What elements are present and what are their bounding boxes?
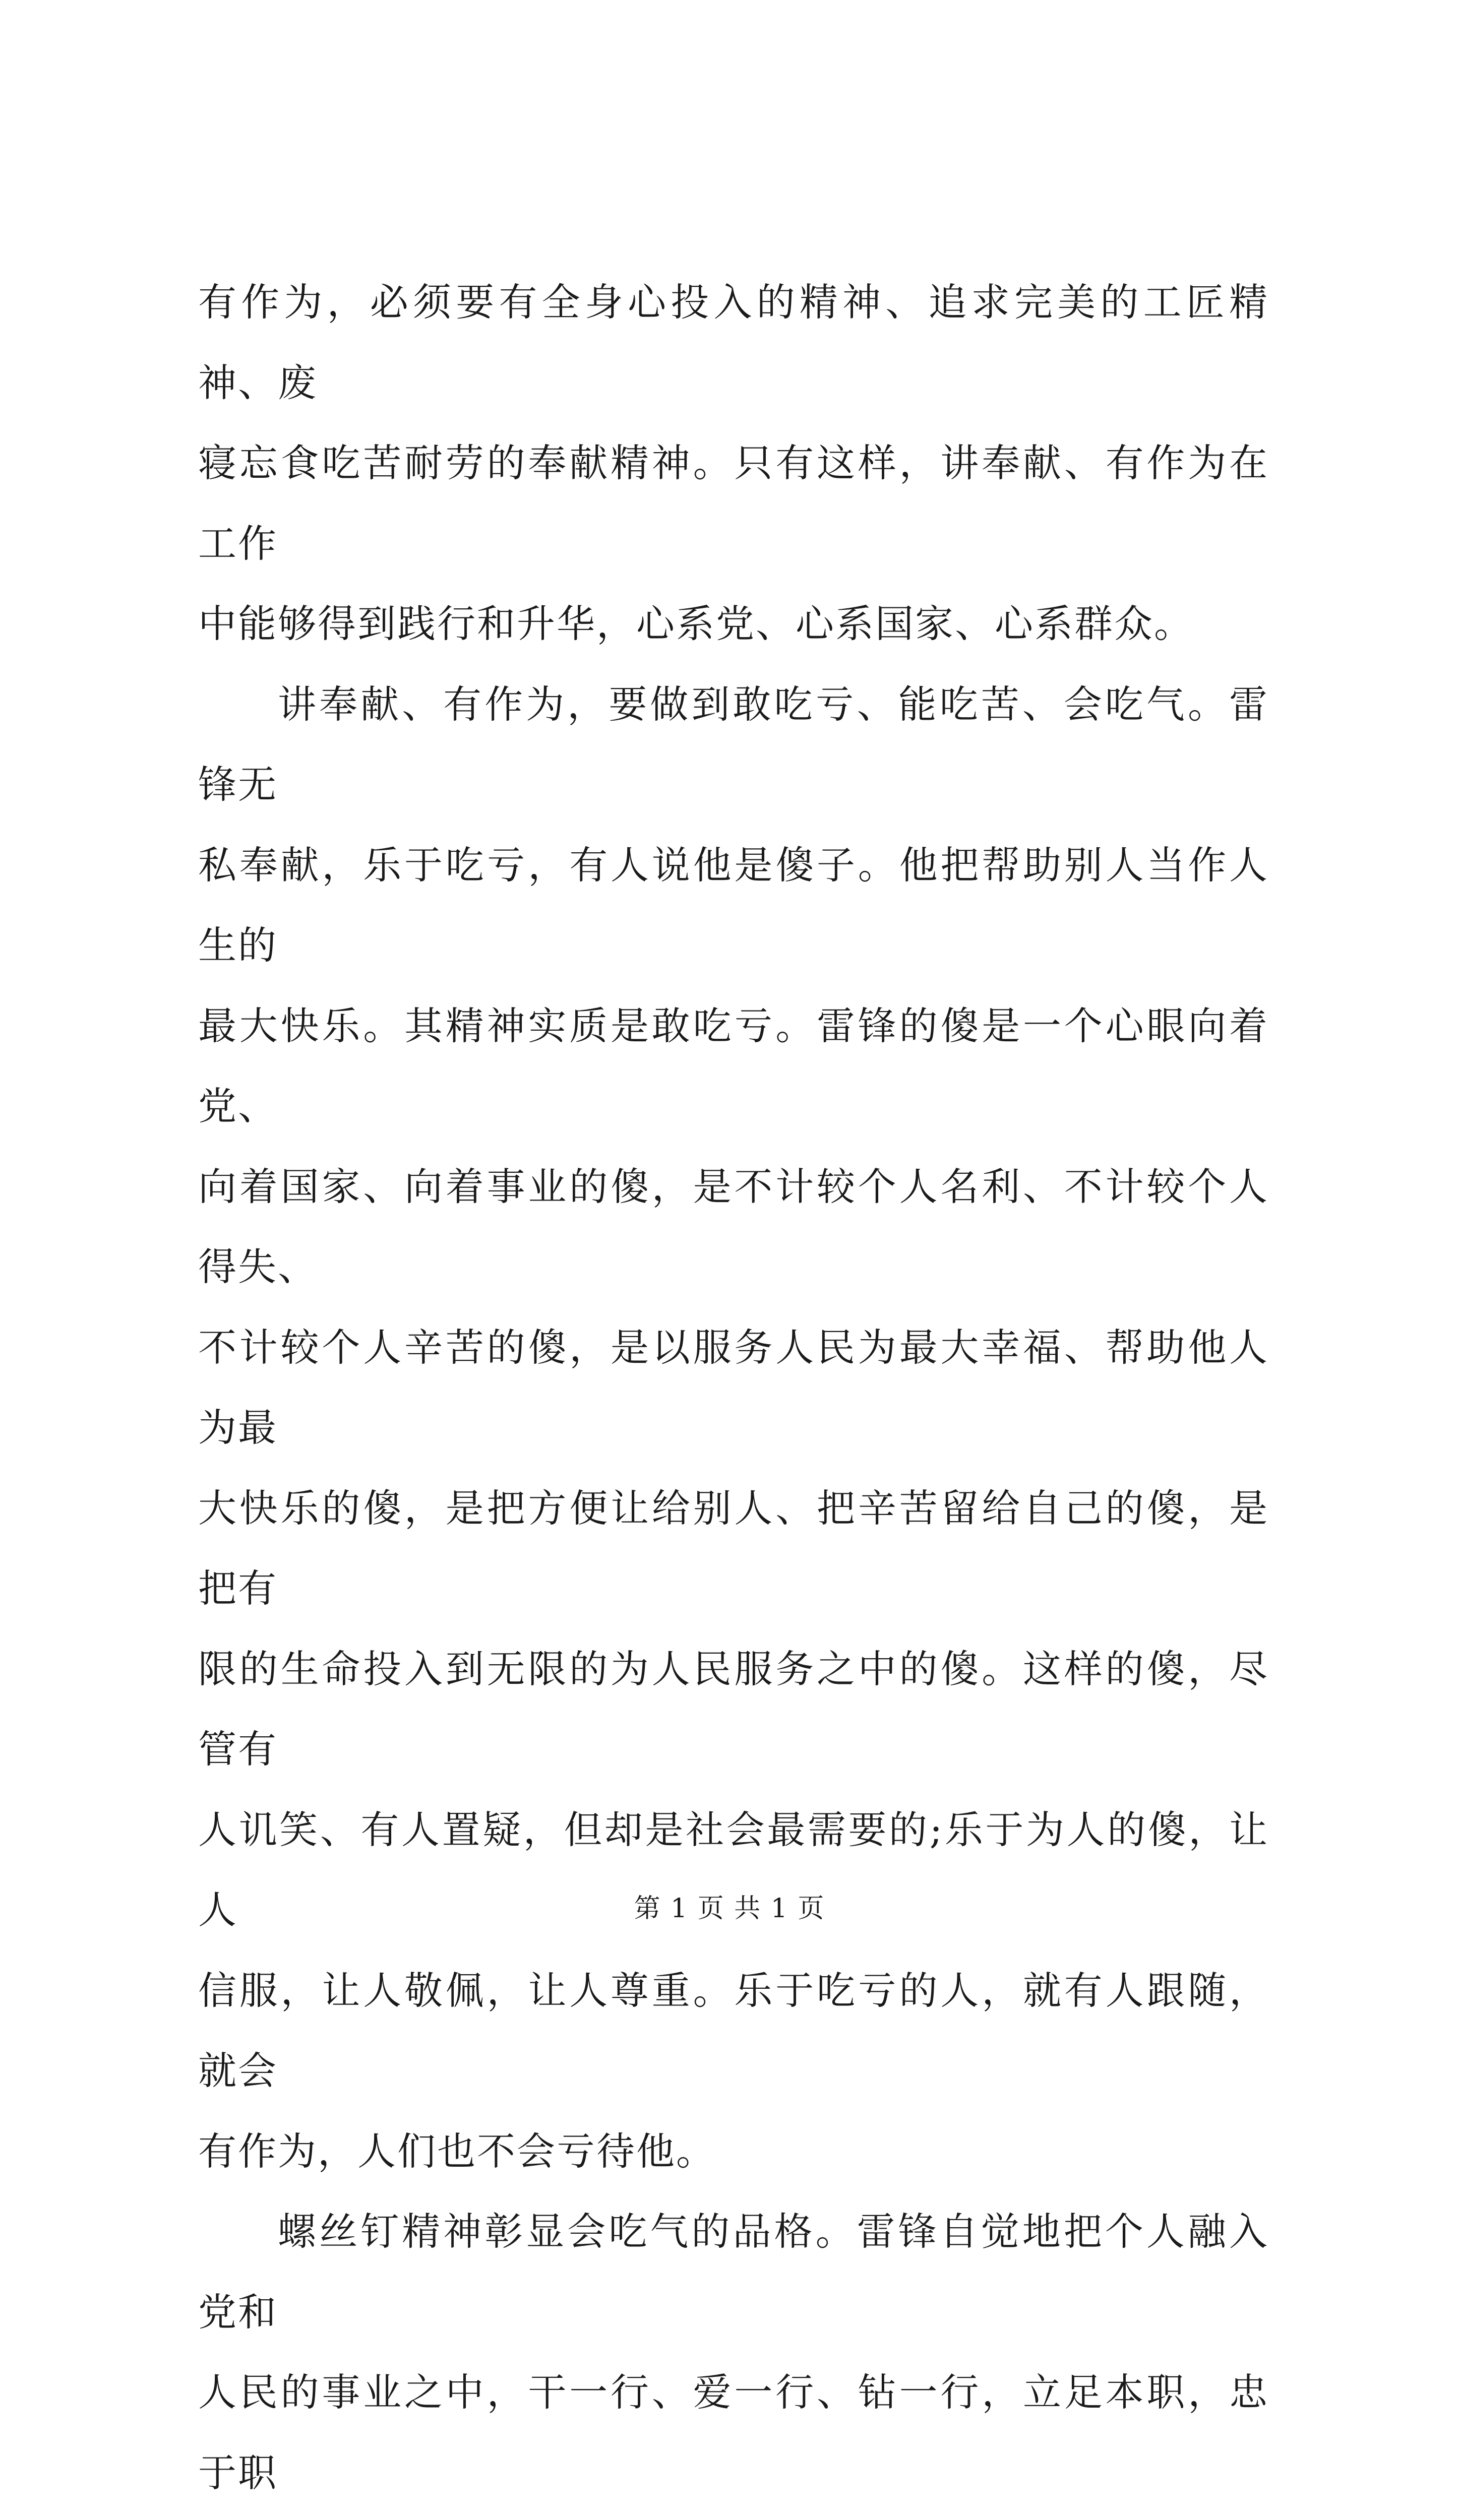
page-footer <box>0 1891 1459 1926</box>
text-line: 寝忘食吃苦耐劳的奉献精神。只有这样，讲奉献、有作为在工作 <box>198 440 1269 566</box>
text-line: 中能够得到践行和升华，心系党、心系国家、心系群众。 <box>198 601 1194 646</box>
text-line: 向着国家、向着事业的傻，是不计较个人名利、不计较个人得失、 <box>198 1164 1269 1289</box>
text-line: 有作为，必须要有全身心投入的精神、追求完美的工匠精神、废 <box>198 280 1269 405</box>
text-line: 不计较个人辛苦的傻，是以服务人民为最大幸福、帮助他人为最 <box>198 1325 1269 1450</box>
text-line: 人讥笑、有人置疑，但却是社会最需要的;乐于为人的傻，让人 <box>198 1807 1269 1932</box>
text-line: 人民的事业之中，干一行、爱一行、钻一行，立足本职，忠于职 <box>198 2370 1269 2495</box>
page-number-label: 第 1 页 共 1 页 <box>634 1894 825 1924</box>
text-line: 限的生命投入到无限的为人民服务之中的傻。这样的傻，尽管有 <box>198 1646 1269 1772</box>
text-line: 有作为，人们也不会亏待他。 <box>198 2128 716 2174</box>
document-body <box>198 262 1269 2520</box>
text-line: 讲奉献、有作为，要做到敢吃亏、能吃苦、会吃气。雷锋无 <box>198 681 1269 807</box>
text-line: 私奉献，乐于吃亏，有人说他是傻子。他把帮助别人当作人生的 <box>198 842 1269 968</box>
text-line: 大快乐的傻，是把方便让给别人、把辛苦留给自己的傻，是把有 <box>198 1485 1269 1611</box>
paragraph-1 <box>198 262 1269 664</box>
text-line: 螺丝钉精神彰显会吃气的品格。雷锋自觉地把个人融入党和 <box>198 2209 1269 2335</box>
text-line: 最大快乐。其精神实质是敢吃亏。雷锋的傻是一个心眼向着党、 <box>198 1003 1269 1128</box>
paragraph-3 <box>198 2191 1269 2520</box>
text-line: 信服，让人敬佩，让人尊重。乐于吃亏的人，就有人跟随，就会 <box>198 1968 1269 2093</box>
paragraph-2 <box>198 664 1269 2192</box>
